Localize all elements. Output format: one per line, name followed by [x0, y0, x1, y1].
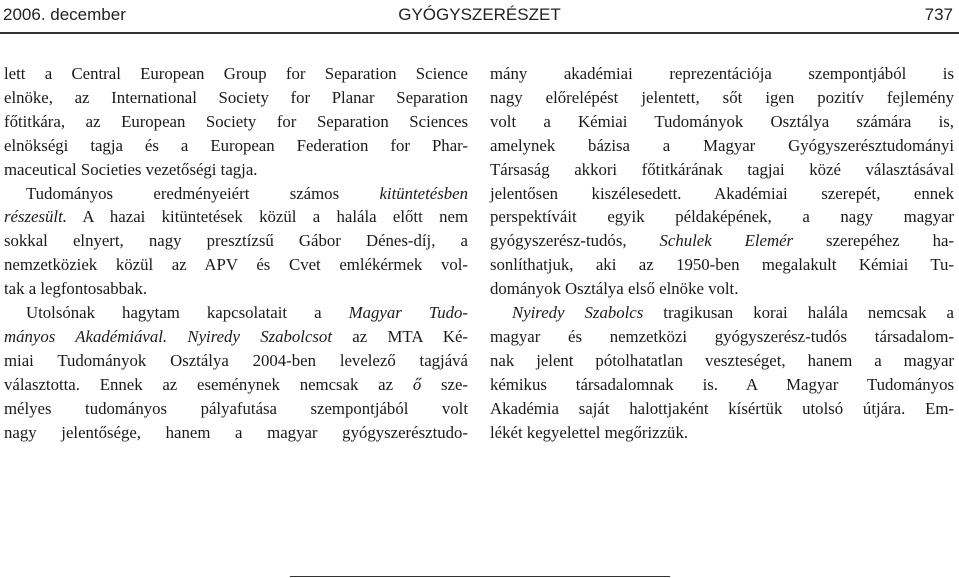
- journal-title: GYÓGYSZERÉSZET: [398, 5, 561, 24]
- text-line: elnöke, az International Society for Planar Separation: [4, 87, 468, 107]
- text-line: jelentősen kiszélesedett. Akadémiai szerepét, ennek: [490, 183, 954, 203]
- right-column: [490, 62, 954, 445]
- text-line: miai Tudományok Osztálya 2004-ben levelező tagjává: [4, 350, 468, 370]
- text-line: elnökségi tagja és a European Federation for Phar-: [4, 135, 468, 155]
- text-line: mány akadémiai reprezentációja szempontjából is: [490, 64, 954, 83]
- page-number: 737: [924, 5, 953, 24]
- text-line: Utolsónak hagytam kapcsolatait a Magyar Tudo-: [26, 303, 468, 323]
- text-line: magyar és nemzetközi gyógyszerész-tudós társadalom-: [490, 326, 954, 346]
- text-line: Társaság akkori főtitkárának tagjai közé választásával: [490, 159, 954, 179]
- text-line: Akadémia saját halottjaként kísértük utolsó útjára. Em-: [490, 398, 954, 418]
- text-line: mányos Akadémiával. Nyiredy Szabolcsot az MTA Ké-: [4, 326, 468, 346]
- text-line: főtitkára, az European Society for Separation Sciences: [4, 111, 468, 131]
- running-header: [0, 0, 959, 30]
- text-line: sokkal elnyert, nagy presztízsű Gábor Dénes-díj, a: [4, 231, 468, 251]
- text-line: mélyes tudományos pályafutása szempontjából volt: [4, 398, 468, 418]
- text-line: volt a Kémiai Tudományok Osztálya számára is,: [490, 111, 954, 131]
- text-line: nak jelent pótolhatatlan veszteséget, hanem a magyar: [490, 350, 954, 370]
- text-line: dományok Osztálya első elnöke volt.: [490, 279, 739, 299]
- footnote-rule: [290, 576, 670, 577]
- text-line: amelynek bázisa a Magyar Gyógyszerésztudományi: [490, 135, 954, 155]
- text-line: részesült. A hazai kitüntetések közül a halála előtt nem: [4, 207, 468, 227]
- text-line: maceutical Societies vezetőségi tagja.: [4, 159, 258, 179]
- text-line: Nyiredy Szabolcs tragikusan korai halála nemcsak a: [512, 303, 954, 323]
- left-column: [4, 62, 468, 445]
- text-line: nagy jelentősége, hanem a magyar gyógyszerésztudo-: [4, 422, 468, 442]
- text-line: perspektíváit egyik példaképének, a nagy magyar: [490, 207, 954, 227]
- issue-date: 2006. december: [3, 5, 126, 24]
- text-line: tak a legfontosabbak.: [4, 279, 148, 299]
- text-line: sonlíthatjuk, aki az 1950-ben megalakult Kémiai Tu-: [490, 255, 954, 275]
- text-line: lékét kegyelettel megőrizzük.: [490, 422, 689, 442]
- text-line: lett a Central European Group for Separation Science: [4, 64, 468, 83]
- text-line: nagy előrelépést jelentett, sőt igen pozitív fejlemény: [490, 87, 954, 107]
- text-line: Tudományos eredményeiért számos kitüntetésben: [26, 183, 468, 203]
- text-line: nemzetköziek közül az APV és Cvet emlékérmek vol-: [4, 255, 468, 275]
- text-line: kémikus társadalomnak is. A Magyar Tudományos: [490, 374, 954, 394]
- header-rule: [0, 32, 959, 34]
- text-line: gyógyszerész-tudós, Schulek Elemér szerepéhez ha-: [490, 231, 954, 251]
- text-line: választotta. Ennek az eseménynek nemcsak az ő sze-: [4, 374, 468, 394]
